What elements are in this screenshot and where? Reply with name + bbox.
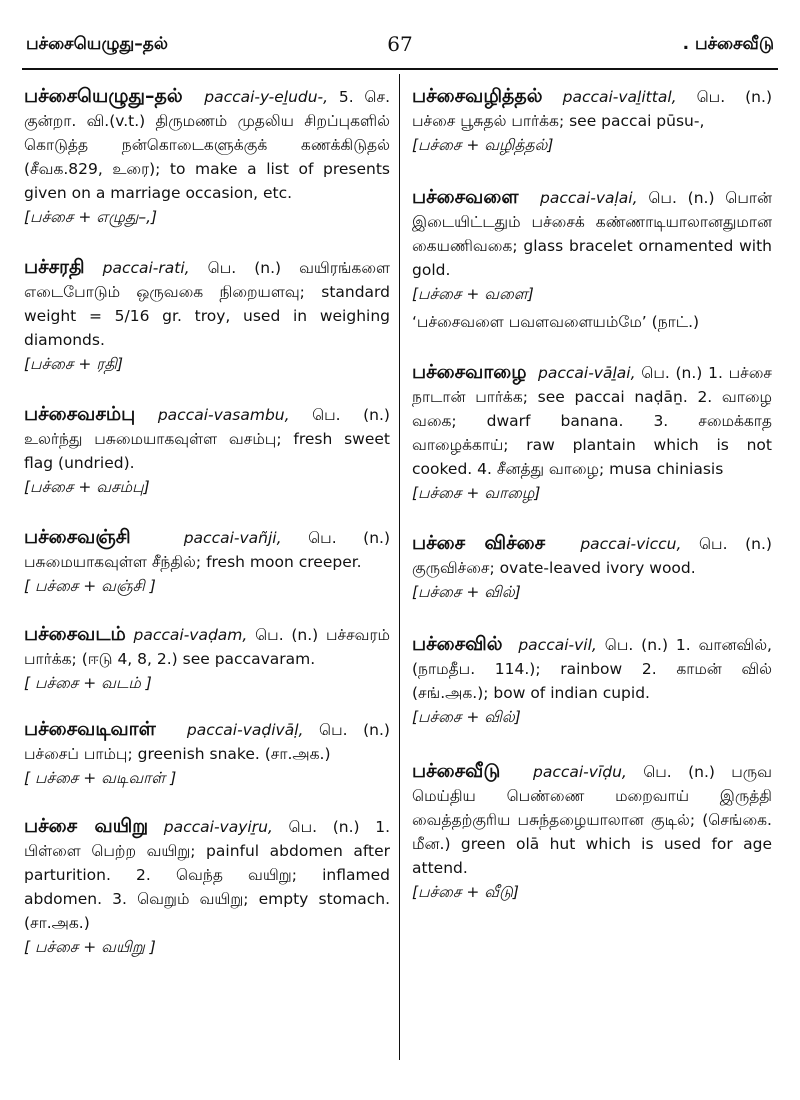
- headword: பச்சைவஞ்சி: [24, 526, 131, 548]
- headword: பச்சைவடிவாள்: [24, 718, 156, 740]
- etymology: [ பச்சை + வடம் ]: [24, 674, 152, 692]
- entry-text: [24, 402, 390, 475]
- transliteration: paccai-vaḻittal,: [562, 88, 677, 106]
- transliteration: paccai-vīḍu,: [533, 763, 627, 781]
- transliteration: paccai-vaḍivāḷ,: [186, 721, 304, 739]
- definition: 5. செ. குன்றா. வி.(v.t.) திருமணம் முதலிய சிறப்புகளில் கொடுத்த நன்கொடைகளுக்குக் கணக்கிடுதல் (சீவக.829, உரை); to make a list of presents given on a marriage occasion, etc.: [24, 88, 390, 202]
- entry-text: [24, 255, 390, 352]
- etymology: [பச்சை + வில்]: [412, 583, 521, 601]
- definition: பெ. (n.) 1. வானவில், (நாமதீப. 114.); rainbow 2. காமன் வில் (சங்.அக.); bow of indian cupid.: [412, 636, 772, 702]
- entry-text: [24, 717, 390, 766]
- headword: பச்சை விச்சை: [412, 532, 546, 554]
- right-column: [412, 84, 772, 904]
- transliteration: paccai-viccu,: [580, 535, 682, 553]
- etymology: [ பச்சை + வயிறு ]: [24, 938, 156, 956]
- definition: பெ. (n.) வயிரங்களை எடைபோடும் ஒருவகை நிறையளவு; standard weight = 5/16 gr. troy, used in weighing diamonds.: [24, 259, 390, 349]
- headword: பச்சரதி: [24, 256, 85, 278]
- definition: பெ. (n.) பச்சைப் பாம்பு; greenish snake. (சா.அக.): [24, 721, 390, 763]
- definition: பெ. (n.) பசுமையாகவுள்ள சீந்தில்; fresh moon creeper.: [24, 529, 390, 571]
- dictionary-entry: [24, 84, 390, 229]
- transliteration: paccai-vayiṟu,: [163, 818, 273, 836]
- transliteration: paccai-y-eḻudu-,: [204, 88, 329, 106]
- headword: பச்சைவசம்பு: [24, 403, 136, 425]
- dictionary-entry: [24, 402, 390, 499]
- entry-text: [412, 632, 772, 705]
- etymology: [பச்சை + வீடு]: [412, 883, 519, 901]
- etymology: [பச்சை + எழுது–,]: [24, 208, 158, 226]
- entry-text: [412, 360, 772, 481]
- dictionary-entry: [412, 531, 772, 604]
- entry-text: [24, 814, 390, 935]
- left-column: [24, 84, 390, 959]
- header-rule: [22, 68, 778, 70]
- definition: பெ. (n.) பொன் இடையிட்டதும் பச்சைக் கண்ணாடியாலானதுமான கையணிவகை; glass bracelet ornamented with gold.: [412, 189, 773, 279]
- headword: பச்சைவாழை: [412, 361, 527, 383]
- transliteration: paccai-vasambu,: [157, 406, 290, 424]
- transliteration: paccai-rati,: [102, 259, 190, 277]
- etymology: [ பச்சை + வடிவாள் ]: [24, 769, 177, 787]
- headword: பச்சைவில்: [412, 633, 503, 655]
- etymology: [பச்சை + வளை]: [412, 285, 534, 303]
- definition: பெ. (n.) 1. பச்சை நாடான் பார்க்க; see paccai naḍāṉ. 2. வாழை வகை; dwarf banana. 3. சமைக்காத வாழைக்காய்; raw plantain which is not cooked. 4. சீனத்து வாழை; musa chiniasis: [412, 364, 772, 478]
- dictionary-entry: [412, 360, 772, 505]
- transliteration: paccai-vaḍam,: [133, 626, 248, 644]
- dictionary-entry: [412, 759, 772, 904]
- column-divider: [399, 74, 400, 1060]
- headword: பச்சை வயிறு: [24, 815, 149, 837]
- etymology: [ பச்சை + வஞ்சி ]: [24, 577, 156, 595]
- dictionary-entry: [24, 814, 390, 959]
- dictionary-entry: [24, 622, 390, 695]
- entry-text: [24, 622, 390, 671]
- transliteration: paccai-vil,: [518, 636, 597, 654]
- dictionary-entry: [24, 255, 390, 376]
- definition: பெ. (n.) 1. பிள்ளை பெற்ற வயிறு; painful abdomen after parturition. 2. வெந்த வயிறு; inflamed abdomen. 3. வெறும் வயிறு; empty stomach. (சா.அக.): [24, 818, 390, 932]
- definition: பெ. (n.) பருவ மெய்திய பெண்ணை மறைவாய் இருத்தி வைத்தற்குரிய பசுந்தழையாலான குடில்; (செங்கை. மீன.) green olā hut which is used for age attend.: [412, 763, 772, 877]
- etymology: [பச்சை + வழித்தல்]: [412, 136, 554, 154]
- headword: பச்சையெழுது–தல்: [24, 85, 183, 107]
- headword: பச்சைவடம்: [24, 623, 126, 645]
- definition: பெ. (n.) குருவிச்சை; ovate-leaved ivory wood.: [412, 535, 772, 577]
- etymology: [பச்சை + ரதி]: [24, 355, 124, 373]
- transliteration: paccai-vaḷai,: [540, 189, 638, 207]
- dictionary-entry: [412, 185, 772, 334]
- definition: பெ. (n.) பச்சவரம் பார்க்க; (ஈடு 4, 8, 2.) see paccavaram.: [24, 626, 390, 668]
- dictionary-entry: [24, 717, 390, 790]
- dictionary-entry: [412, 84, 772, 157]
- transliteration: paccai-vañji,: [183, 529, 282, 547]
- transliteration: paccai-vāḻai,: [538, 364, 636, 382]
- headword: பச்சைவழித்தல்: [412, 85, 543, 107]
- etymology: [பச்சை + வசம்பு]: [24, 478, 150, 496]
- etymology: [பச்சை + வில்]: [412, 708, 521, 726]
- page-number: 67: [387, 32, 413, 56]
- entry-text: [24, 84, 390, 205]
- entry-text: [412, 759, 772, 880]
- running-head-left: பச்சையெழுது–தல்: [26, 34, 168, 54]
- entry-text: [24, 525, 390, 574]
- dictionary-entry: [412, 632, 772, 729]
- running-head: [26, 30, 774, 60]
- headword: பச்சைவளை: [412, 186, 519, 208]
- running-head-right: . பச்சைவீடு: [682, 34, 774, 54]
- definition: பெ. (n.) உலர்ந்து பசுமையாகவுள்ள வசம்பு; fresh sweet flag (undried).: [24, 406, 390, 472]
- entry-text: [412, 185, 772, 282]
- entry-text: [412, 531, 772, 580]
- quotation: ‘பச்சைவளை பவளவளையம்மே’ (நாட்.): [412, 313, 700, 331]
- etymology: [பச்சை + வாழை]: [412, 484, 541, 502]
- entry-text: [412, 84, 772, 133]
- dictionary-entry: [24, 525, 390, 598]
- definition: பெ. (n.) பச்சை பூசுதல் பார்க்க; see paccai pūsu-,: [412, 88, 772, 130]
- headword: பச்சைவீடு: [412, 760, 501, 782]
